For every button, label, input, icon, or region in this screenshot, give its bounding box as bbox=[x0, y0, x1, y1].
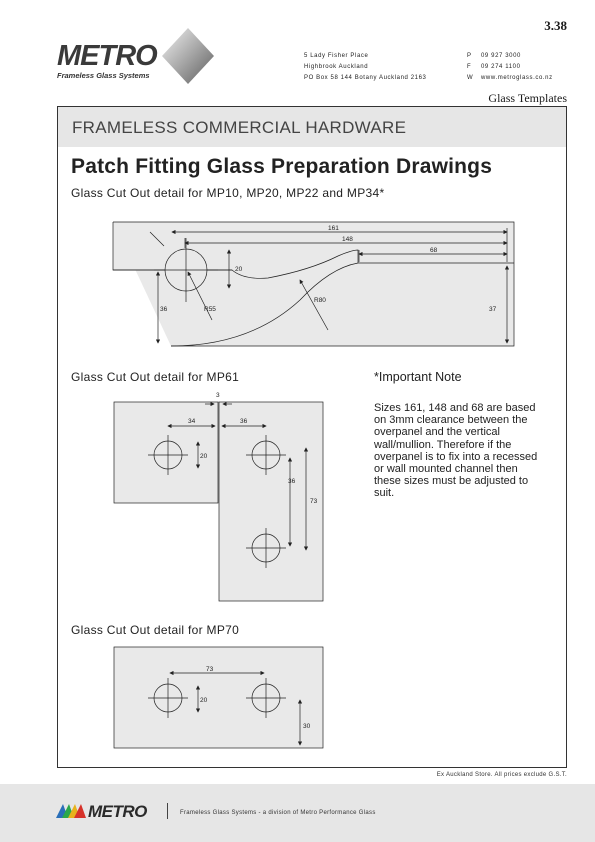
footer-wordmark: METRO bbox=[88, 802, 147, 821]
dim-label: 36 bbox=[288, 478, 296, 485]
page-title: Patch Fitting Glass Preparation Drawings bbox=[71, 155, 493, 178]
dim-label: 36 bbox=[240, 418, 248, 425]
drawing3-heading: Glass Cut Out detail for MP70 bbox=[71, 623, 240, 637]
page-number: 3.38 bbox=[544, 18, 567, 33]
dim-label: 36 bbox=[160, 306, 168, 313]
drawing1-heading: Glass Cut Out detail for MP10, MP20, MP22 and MP34* bbox=[71, 186, 385, 200]
drawing2-right-panel bbox=[219, 402, 323, 601]
dim-label: 73 bbox=[206, 666, 214, 673]
dim-label: 148 bbox=[342, 236, 353, 243]
note-body: Sizes 161, 148 and 68 are based on 3mm clearance between the overpanel and the vertical wall/mullion. Therefore if the overpanel is to fix into a recessed or wall mounted channel then these sizes must be adjusted to suit. bbox=[374, 402, 538, 500]
dim-label: 3 bbox=[216, 392, 220, 399]
contact-key: F bbox=[467, 64, 472, 70]
logo-wordmark: METRO bbox=[57, 40, 157, 72]
dim-label: 73 bbox=[310, 498, 318, 505]
footer-note: Ex Auckland Store. All prices exclude G.S.T. bbox=[436, 772, 567, 778]
dim-label: 20 bbox=[235, 266, 243, 273]
dim-label: 20 bbox=[200, 453, 208, 460]
note-heading: *Important Note bbox=[374, 370, 462, 384]
dim-label: 161 bbox=[328, 225, 339, 232]
logo-tagline: Frameless Glass Systems bbox=[57, 71, 150, 80]
section-title: FRAMELESS COMMERCIAL HARDWARE bbox=[72, 118, 407, 137]
footer-logo-icon bbox=[56, 804, 88, 823]
dim-label: 34 bbox=[188, 418, 196, 425]
drawing3-panel bbox=[114, 647, 323, 748]
address-line: 5 Lady Fisher Place bbox=[304, 53, 369, 59]
dim-label: 68 bbox=[430, 247, 438, 254]
contact-fax: 09 274 1100 bbox=[481, 64, 521, 70]
contact-key: W bbox=[467, 75, 474, 81]
address-line: Highbrook Auckland bbox=[304, 64, 369, 70]
footer-text: Frameless Glass Systems - a division of Metro Performance Glass bbox=[180, 810, 376, 816]
category-label: Glass Templates bbox=[488, 91, 567, 105]
address-line: PO Box 58 144 Botany Auckland 2163 bbox=[304, 75, 427, 81]
contact-phone: 09 927 3000 bbox=[481, 53, 521, 59]
contact-key: P bbox=[467, 53, 472, 59]
dim-label: R80 bbox=[314, 297, 326, 304]
footer-divider bbox=[167, 803, 168, 819]
dim-label: 30 bbox=[303, 723, 311, 730]
dim-label: R55 bbox=[204, 306, 216, 313]
drawing2-heading: Glass Cut Out detail for MP61 bbox=[71, 370, 240, 384]
dim-label: 20 bbox=[200, 697, 208, 704]
dim-label: 37 bbox=[489, 306, 497, 313]
contact-web: www.metroglass.co.nz bbox=[481, 75, 553, 81]
